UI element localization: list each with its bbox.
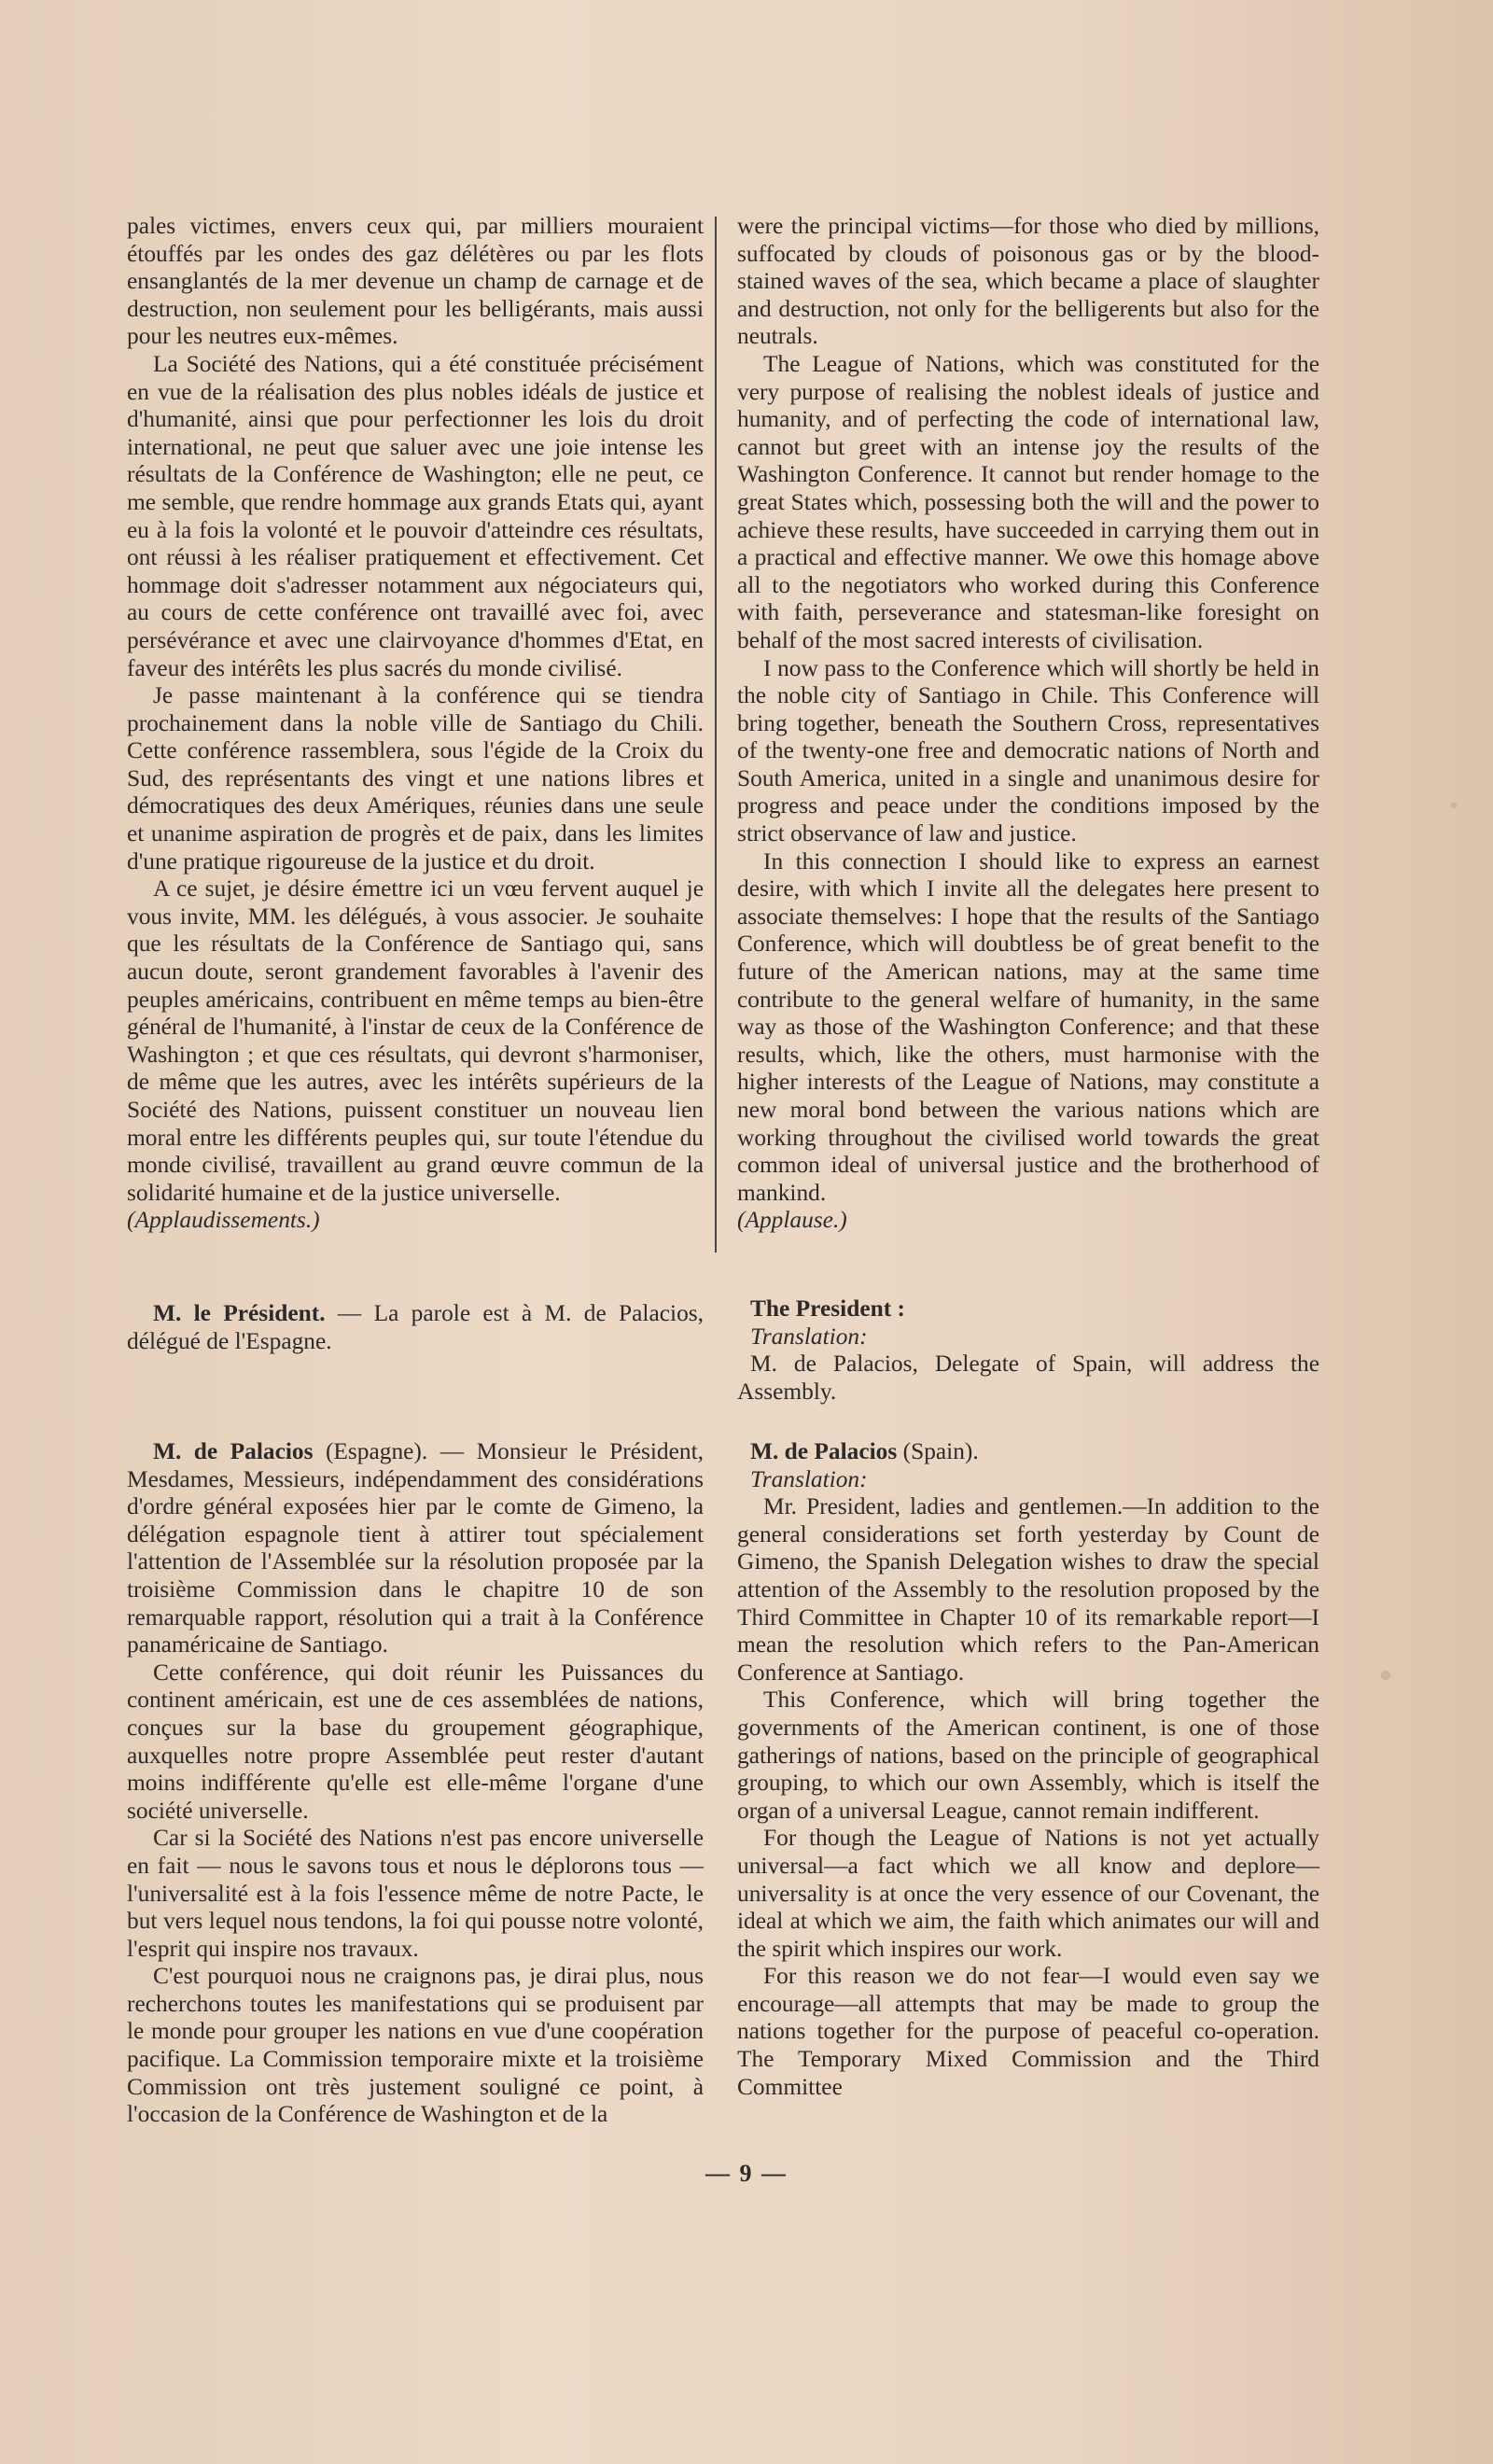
fr-paragraph-3: Je passe maintenant à la conférence qui se tiendra prochainement dans la noble ville de Santiago du Chili. Cette conférence rassemblera, sous l'égide de la Croix du Sud, des représentants des vingt et une nations libres et démocratiques des deux Amériques, réunies dans une seule et unanime aspiration de progrès et de paix, dans les limites d'une pratique rigoureuse de la justice et du droit.	[127, 682, 704, 875]
paper-speck	[1451, 803, 1457, 808]
paper-speck	[1381, 1671, 1390, 1680]
french-column	[127, 213, 704, 2128]
fr-palacios-paragraph-3: Car si la Société des Nations n'est pas encore universelle en fait — nous le savons tous et nous le déplorons tous — l'universalité est à la fois l'essence même de notre Pacte, le but vers lequel nous tendons, la foi qui pousse notre volonté, l'esprit qui inspire nos travaux.	[127, 1825, 704, 1962]
fr-palacios-label: M. de Palacios	[153, 1438, 314, 1464]
fr-palacios-paragraph-4: C'est pourquoi nous ne craignons pas, je dirai plus, nous recherchons toutes les manifestations qui se produisent par le monde pour grouper les nations en vue d'une coopération pacifique. La Commission temporaire mixte et la troisième Commission ont très justement souligné ce point, à l'occasion de la Conférence de Washington et de la	[127, 1963, 704, 2128]
fr-palacios-paragraph-1: — Monsieur le Président, Mesdames, Messieurs, indépendamment des considérations d'ordre général exposées hier par le comte de Gimeno, la délégation espagnole tient à attirer tout spécialement l'attention de l'Assemblée sur la résolution proposée par la troisième Commission dans le chapitre 10 de son remarquable rapport, résolution qui a trait à la Conférence panaméricaine de Santiago.	[127, 1438, 704, 1659]
fr-palacios-country: (Espagne).	[313, 1438, 428, 1464]
page-number: — 9 —	[705, 2160, 788, 2187]
fr-president-label: M. le Président.	[153, 1300, 326, 1326]
en-paragraph-4: In this connection I should like to express an earnest desire, with which I invite all the delegates here present to associate themselves: I hope that the results of the Santiago Conference, which will doubtless be of great benefit to the future of the American nations, may at the same time contribute to the general welfare of humanity, in the same way as those of the Washington Conference; and that these results, which, like the others, must harmonise with the higher interests of the League of Nations, may constitute a new moral bond between the various nations which are working throughout the civilised world towards the great common ideal of universal justice and the brotherhood of mankind.	[737, 847, 1319, 1206]
en-palacios-country: (Spain).	[897, 1438, 979, 1464]
en-president-statement	[737, 1295, 1319, 1406]
en-president-text: M. de Palacios, Delegate of Spain, will address the Assembly.	[737, 1351, 1319, 1405]
en-paragraph-2: The League of Nations, which was constituted for the very purpose of realising the noblest ideals of justice and humanity, and of perfecting the code of international law, cannot but greet with an intense joy the results of the Washington Conference. It cannot but render homage to the great States which, possessing both the will and the power to achieve these results, have succeeded in carrying them out in a practical and effective manner. We owe this homage above all to the negotiators who worked during this Conference with faith, perseverance and statesman-like foresight on behalf of the most sacred interests of civilisation.	[737, 350, 1319, 653]
fr-paragraph-4: A ce sujet, je désire émettre ici un vœu fervent auquel je vous invite, MM. les délégués, à vous associer. Je souhaite que les résultats de la Conférence de Santiago qui, sans aucun doute, seront grandement favorables à l'avenir des peuples américains, contribuent en même temps au bien-être général de l'humanité, à l'instar de ceux de la Conférence de Washington ; et que ces résultats, qui devront s'harmoniser, de même que les autres, avec les intérêts supérieurs de la Société des Nations, puissent constituer un nouveau lien moral entre les différents peuples qui, sur toute l'étendue du monde civilisé, travaillent au grand œuvre commun de la solidarité humaine et de la justice universelle.	[127, 875, 704, 1206]
en-palacios-speech	[737, 1438, 1319, 2101]
en-palacios-paragraph-3: For though the League of Nations is not yet actually universal—a fact which we all know and deplore—universality is at once the very essence of our Covenant, the ideal at which we aim, the faith which animates our will and the spirit which inspires our work.	[737, 1825, 1319, 1962]
en-palacios-translation-label: Translation:	[750, 1465, 868, 1492]
en-paragraph-1: were the principal victims—for those who died by millions, suffocated by clouds of poisonous gas or by the blood-stained waves of the sea, which became a place of slaughter and destruction, not only for the belligerents but also for the neutrals.	[737, 213, 1319, 350]
en-palacios-paragraph-1: Mr. President, ladies and gentlemen.—In addition to the general considerations set forth yesterday by Count de Gimeno, the Spanish Delegation wishes to draw the special attention of the Assembly to the resolution proposed by the Third Committee in Chapter 10 of its remarkable report—I mean the resolution which refers to the Pan-American Conference at Santiago.	[737, 1493, 1319, 1686]
fr-president-text: — La parole est à M. de Palacios, délégué de l'Espagne.	[127, 1300, 704, 1354]
fr-paragraph-1: pales victimes, envers ceux qui, par milliers mouraient étouffés par les ondes des gaz délétères ou par les flots ensanglantés de la mer devenue un champ de carnage et de destruction, non seulement pour les belligérants, mais aussi pour les neutres eux-mêmes.	[127, 213, 704, 350]
en-paragraph-3: I now pass to the Conference which will shortly be held in the noble city of Santiago in Chile. This Conference will bring together, beneath the Southern Cross, representatives of the twenty-one free and democratic nations of North and South America, united in a single and unanimous desire for progress and peace under the conditions imposed by the strict observance of law and justice.	[737, 654, 1319, 847]
en-applause: (Applause.)	[737, 1207, 847, 1234]
en-palacios-label: M. de Palacios	[750, 1438, 898, 1464]
english-column	[737, 213, 1319, 2100]
en-president-label: The President :	[750, 1295, 905, 1322]
en-palacios-paragraph-2: This Conference, which will bring together the governments of the American continent, is one of those gatherings of nations, based on the principle of geographical grouping, to which our own Assembly, which is itself the organ of a universal League, cannot remain indifferent.	[737, 1687, 1319, 1824]
column-divider	[715, 217, 717, 1253]
fr-applause: (Applaudissements.)	[127, 1207, 320, 1234]
fr-palacios-speech	[127, 1438, 704, 2129]
en-president-translation-label: Translation:	[750, 1323, 868, 1350]
fr-paragraph-2: La Société des Nations, qui a été constituée précisément en vue de la réalisation des plus nobles idéals de justice et d'humanité, ainsi que pour perfectionner les lois du droit international, ne peut que saluer avec une joie intense les résultats de la Conférence de Washington; elle ne peut, ce me semble, que rendre hommage aux grands Etats qui, ayant eu à la fois la volonté et le pouvoir d'atteindre ces résultats, ont réussi à les réaliser pratiquement et effectivement. Cet hommage doit s'adresser notamment aux négociateurs qui, au cours de cette conférence ont travaillé avec foi, avec persévérance et avec une clairvoyance d'hommes d'Etat, en faveur des intérêts les plus sacrés du monde civilisé.	[127, 350, 704, 681]
en-palacios-paragraph-4: For this reason we do not fear—I would even say we encourage—all attempts that may be made to group the nations together for the purpose of peaceful co-operation. The Temporary Mixed Commission and the Third Committee	[737, 1963, 1319, 2100]
fr-palacios-paragraph-2: Cette conférence, qui doit réunir les Puissances du continent américain, est une de ces assemblées de nations, conçues sur la base du groupement géographique, auxquelles notre propre Assemblée peut rester d'autant moins indifférente qu'elle est elle-même l'organe d'une société universelle.	[127, 1659, 704, 1824]
fr-president-statement	[127, 1300, 704, 1355]
